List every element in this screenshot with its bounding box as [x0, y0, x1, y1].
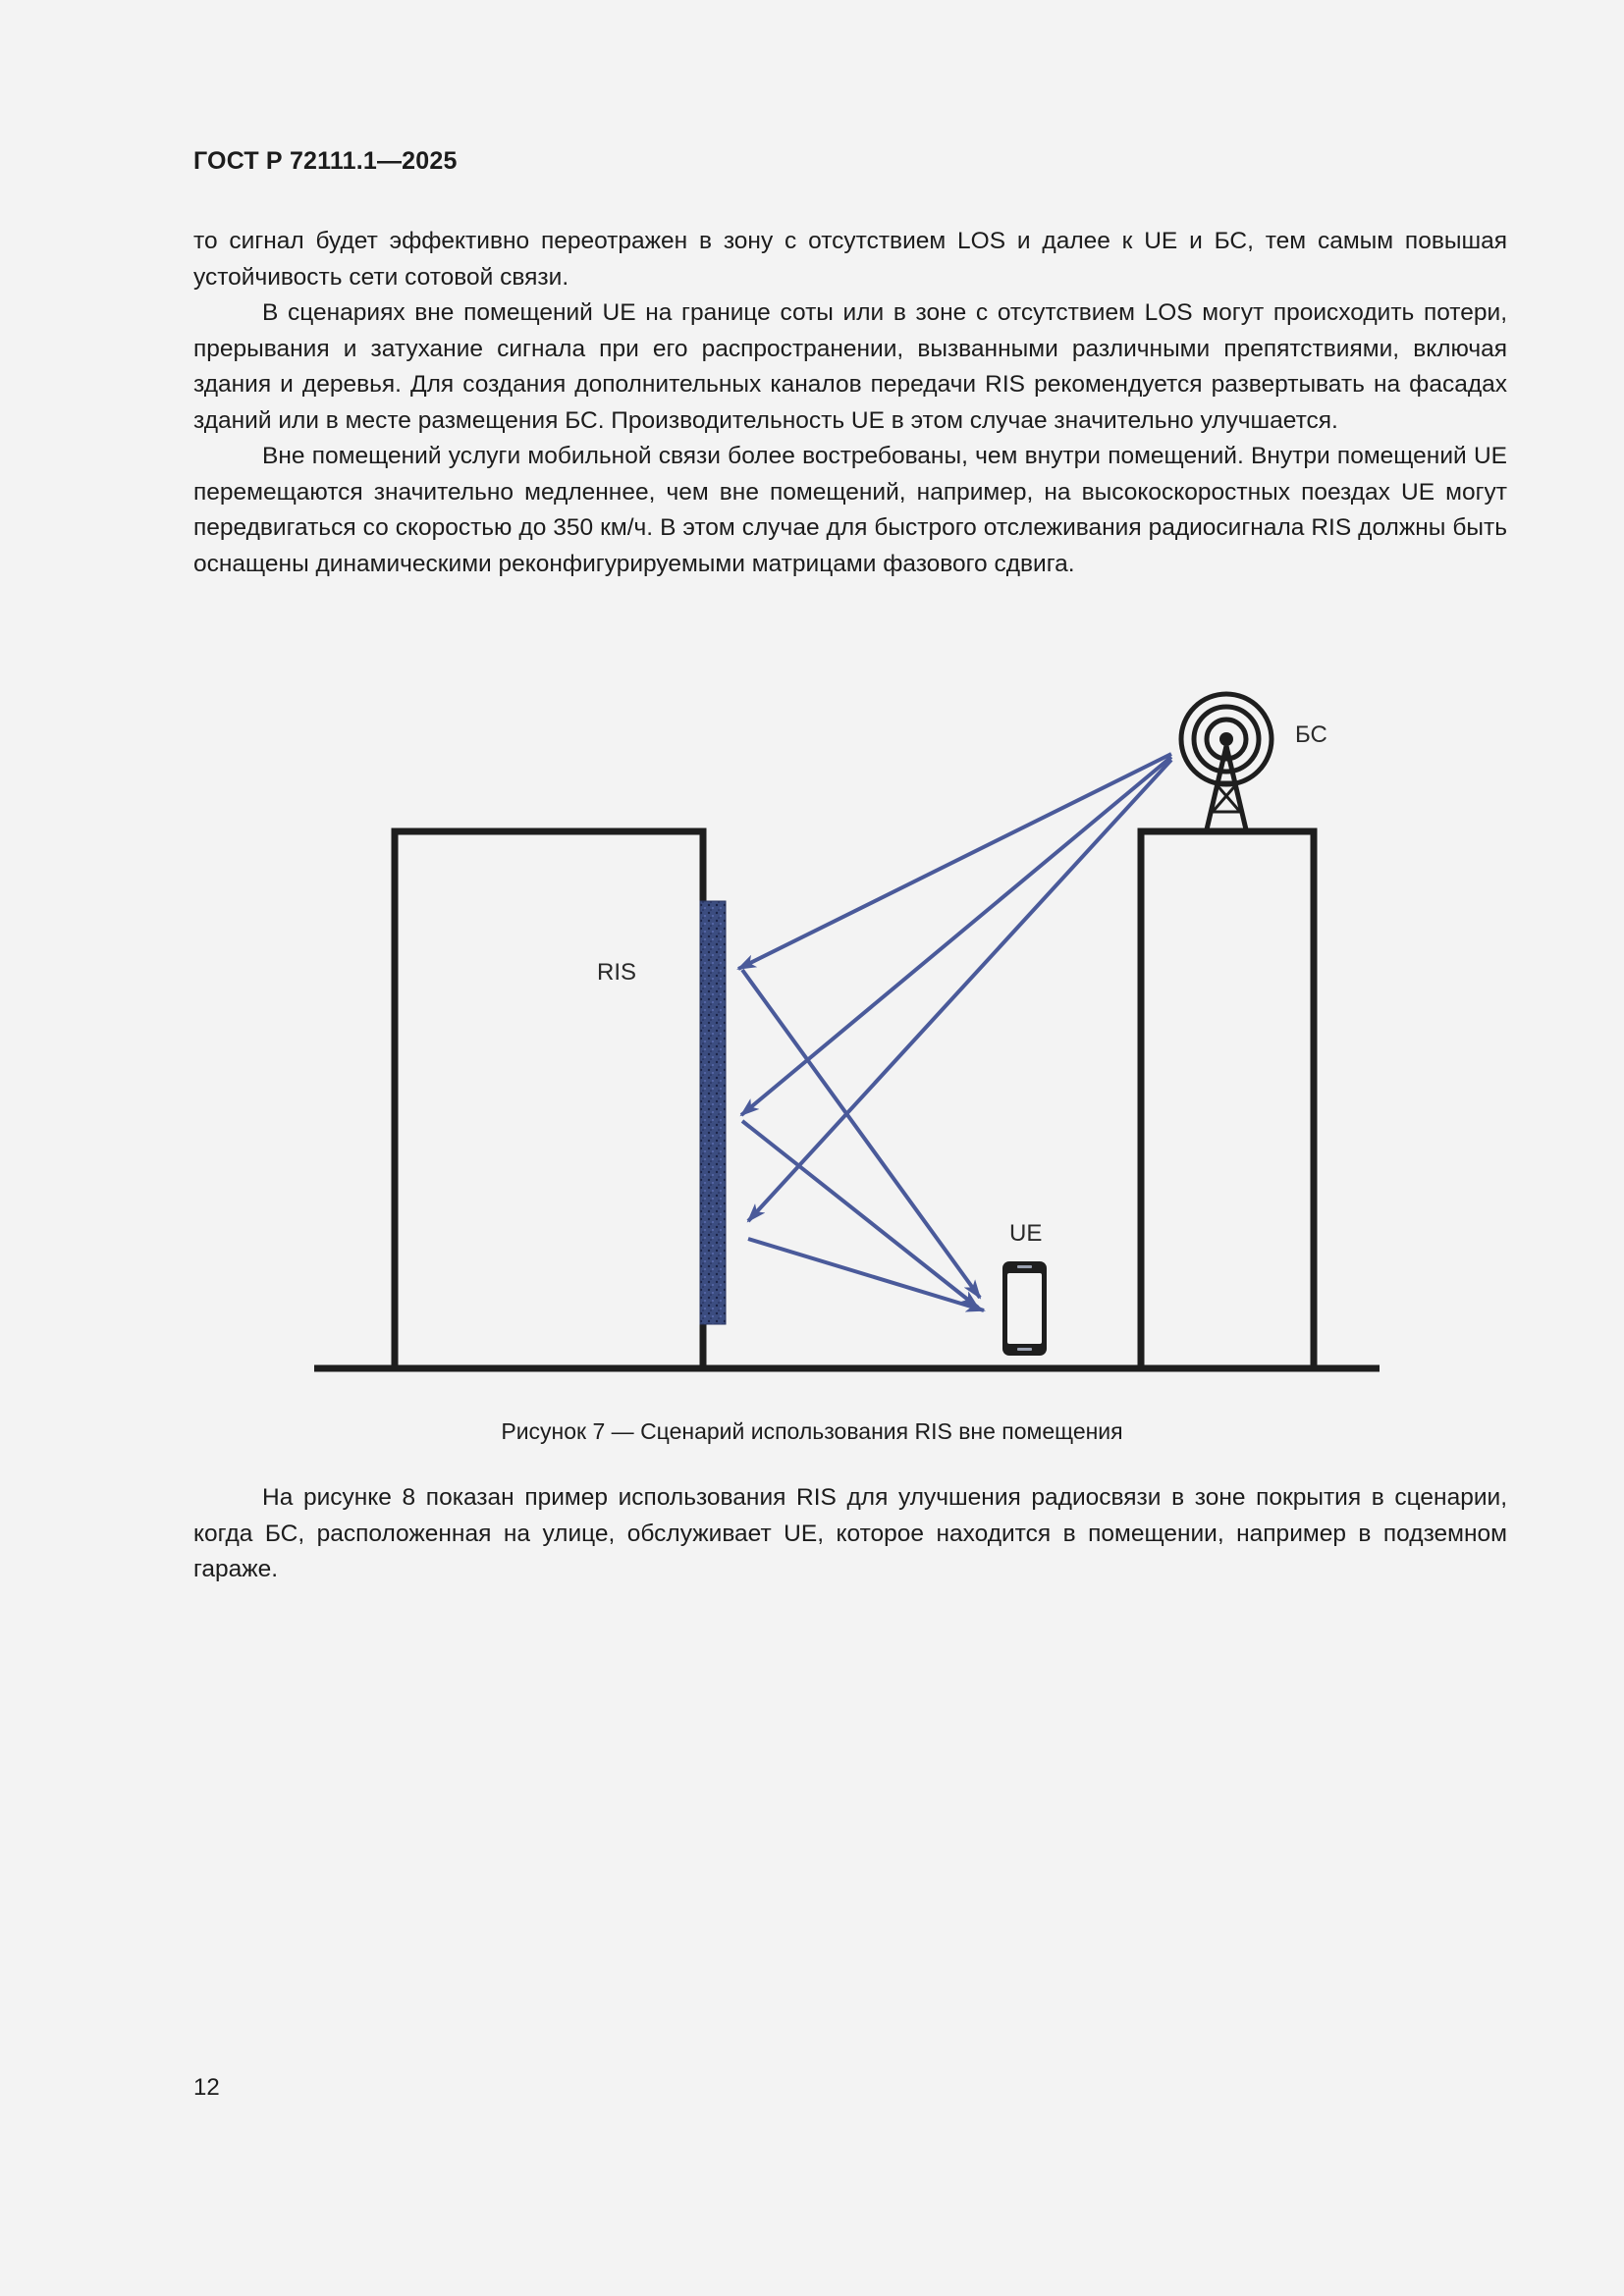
right-building [1141, 831, 1314, 1368]
body-text-top [193, 224, 1507, 582]
paragraph: На рисунке 8 показан пример использования RIS для улучшения радиосвязи в зоне покрытия в сценарии, когда БС, расположенная на улице, обслуживает UE, которое находится в помещении, например в подземном гараже. [193, 1484, 1507, 1582]
ris-scenario-diagram [0, 667, 1624, 1394]
base-station-icon [1181, 694, 1272, 829]
ue-phone-icon [1002, 1261, 1047, 1356]
paragraph: то сигнал будет эффективно переотражен в зону с отсутствием LOS и далее к UE и БС, тем самым повышая устойчивость сети сотовой связи. [193, 228, 1507, 291]
signal-arrows-bs-to-ris [738, 754, 1171, 1221]
figure-ris-outdoor [0, 667, 1624, 1394]
body-text-bottom [193, 1480, 1507, 1588]
ris-label: RIS [597, 959, 637, 986]
document-header: ГОСТ Р 72111.1—2025 [193, 147, 458, 175]
base-station-label: БС [1295, 721, 1327, 748]
signal-arrows-ris-to-ue [742, 970, 984, 1310]
figure-caption: Рисунок 7 — Сценарий использования RIS вне помещения [501, 1418, 1123, 1444]
paragraph: Вне помещений услуги мобильной связи более востребованы, чем внутри помещений. Внутри помещений UE перемещаются значительно медленнее, чем вне помещений, например, на высокоскоростных поездах UE могут передвигаться со скоростью до 350 км/ч. В этом случае для быстрого отслеживания радиосигнала RIS должны быть оснащены динамическими реконфигурируемыми матрицами фазового сдвига. [193, 443, 1507, 577]
paragraph: В сценариях вне помещений UE на границе соты или в зоне с отсутствием LOS могут происходить потери, прерывания и затухание сигнала при его распространении, вызванными различными препятствиями, включая здания и деревья. Для создания дополнительных каналов передачи RIS рекомендуется развертывать на фасадах зданий или в месте размещения БС. Производительность UE в этом случае значительно улучшается. [193, 299, 1507, 434]
ris-panel [700, 901, 726, 1324]
ue-label: UE [1009, 1220, 1043, 1247]
page-number: 12 [193, 2074, 220, 2101]
left-building [395, 831, 703, 1368]
